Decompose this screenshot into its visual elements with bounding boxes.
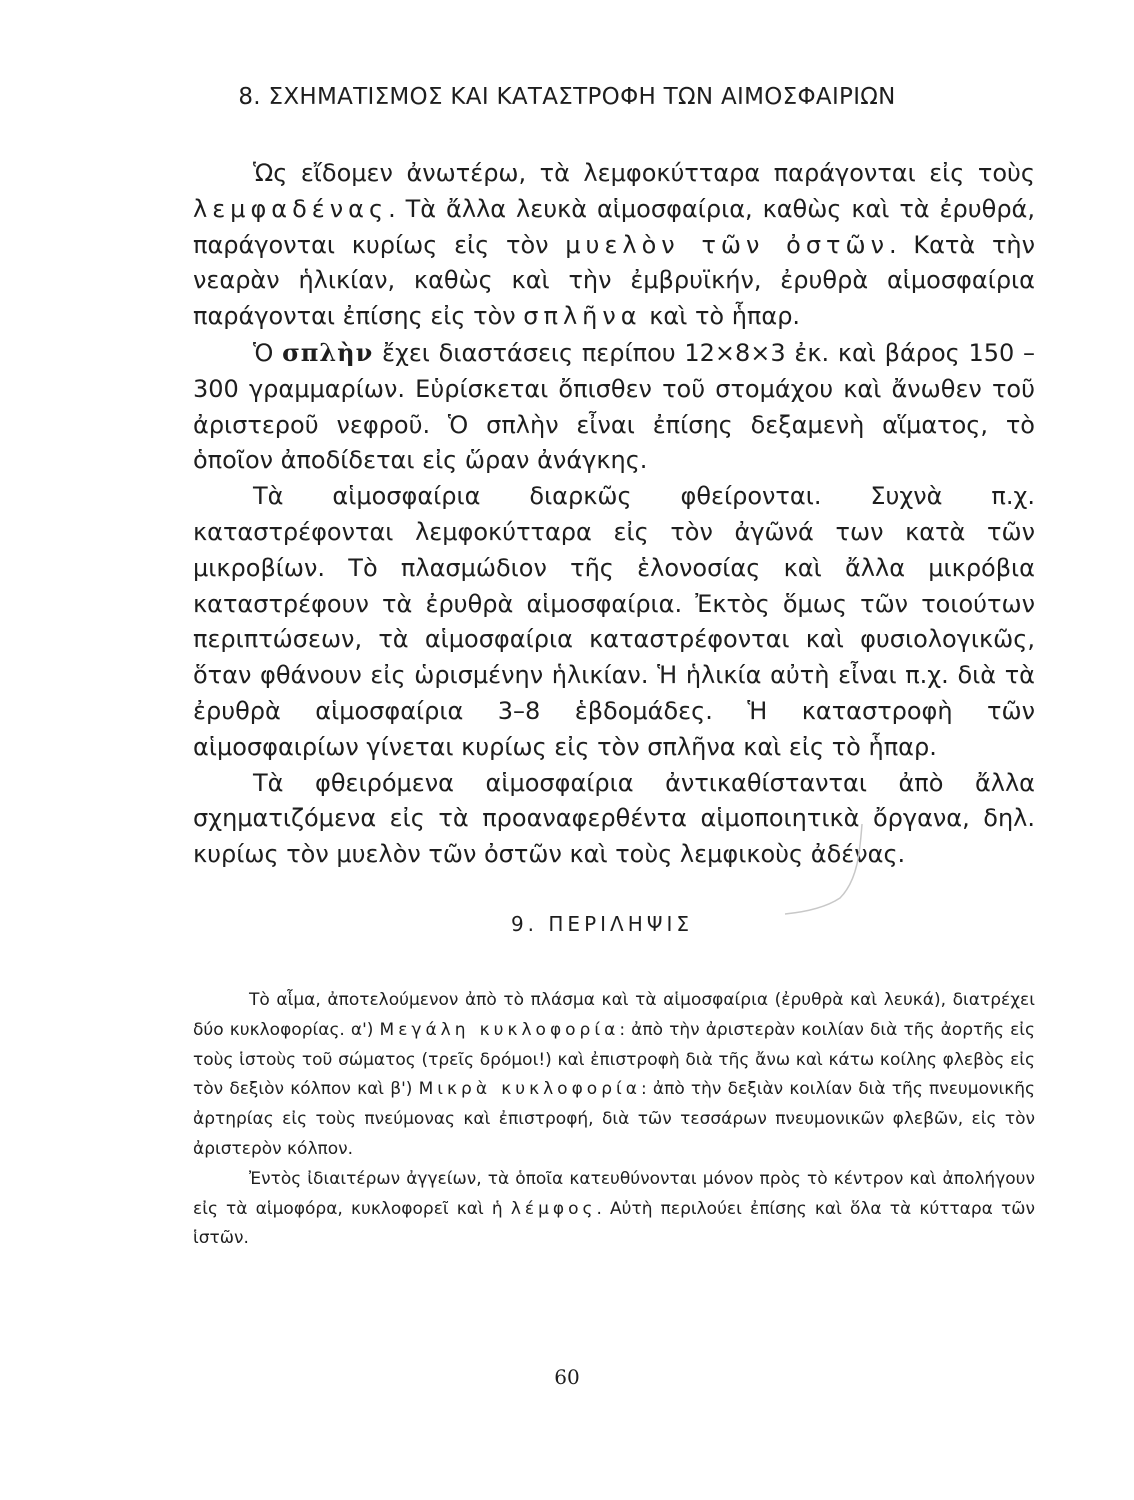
- text-run: . Τὰ ἄλλα λευκὰ αἱμοσφαίρια, καθὼς καὶ τὰ ἐρυθρά, παράγονται κυρίως εἰς τὸν: [193, 194, 1035, 259]
- text-run: : ἀπὸ τὴν δεξιὰν κοιλίαν διὰ τῆς πνευμονικῆς ἀρτηρίας εἰς τοὺς πνεύμονας καὶ ἐπιστροφή, διὰ τῶν τεσσάρων πνευμονικῶν φλεβῶν, εἰς τὸν ἀριστερὸν κόλπον.: [193, 1079, 1035, 1159]
- paragraph: [193, 156, 1035, 335]
- section-heading: 8. ΣΧΗΜΑΤΙΣΜΟΣ ΚΑΙ ΚΑΤΑΣΤΡΟΦΗ ΤΩΝ ΑΙΜΟΣΦΑΙΡΙΩΝ: [238, 84, 896, 110]
- bold-term: σπλὴν: [282, 337, 374, 367]
- page-number: 60: [554, 1365, 580, 1389]
- text-run: ἔχει διαστάσεις περίπου 12×8×3 ἐκ. καὶ βάρος 150 –300 γραμμαρίων. Εὑρίσκεται ὄπισθεν τοῦ στομάχου καὶ ἄνωθεν τοῦ ἀριστεροῦ νεφροῦ. Ὁ σπλὴν εἶναι ἐπίσης δεξαμενὴ αἵματος, τὸ ὁποῖον ἀποδίδεται εἰς ὥραν ἀνάγκης.: [193, 338, 1036, 475]
- paragraph: [193, 986, 1035, 1165]
- emphasized-term: λέμφος: [510, 1198, 597, 1219]
- paragraph: [193, 1165, 1035, 1254]
- paragraph: [193, 335, 1035, 479]
- emphasized-term: Μικρὰ κυκλοφορία: [418, 1079, 641, 1100]
- paragraph: Τὰ αἱμοσφαίρια διαρκῶς φθείρονται. Συχνὰ π.χ. καταστρέφονται λεμφοκύτταρα εἰς τὸν ἀγῶνά των κατὰ τῶν μικροβίων. Τὸ πλασμώδιον τῆς ἑλονοσίας καὶ ἄλλα μικρόβια καταστρέφουν τὰ ἐρυθρὰ αἱμοσφαίρια. Ἐκτὸς ὅμως τῶν τοιούτων περιπτώσεων, τὰ αἱμοσφαίρια καταστρέφονται καὶ φυσιολογικῶς, ὅταν φθάνουν εἰς ὡρισμένην ἡλικίαν. Ἡ ἡλικία αὐτὴ εἶναι π.χ. διὰ τὰ ἐρυθρὰ αἱμοσφαίρια 3–8 ἑβδομάδες. Ἡ καταστροφὴ τῶν αἱμοσφαιρίων γίνεται κυρίως εἰς τὸν σπλῆνα καὶ εἰς τὸ ἧπαρ.: [193, 482, 1035, 761]
- text-run: καὶ τὸ ἧπαρ.: [641, 302, 801, 331]
- emphasized-term: μυελὸν τῶν ὀστῶν: [565, 230, 889, 259]
- text-run: . Αὐτὴ περιλούει ἐπίσης καὶ ὅλα τὰ κύτταρα τῶν ἱστῶν.: [193, 1198, 1035, 1249]
- emphasized-term: Μεγάλη κυκλοφορία: [379, 1019, 620, 1040]
- summary-heading: 9. ΠΕΡΙΛΗΨΙΣ: [510, 912, 694, 936]
- paragraph: Τὰ φθειρόμενα αἱμοσφαίρια ἀντικαθίστανται ἀπὸ ἄλλα σχηματιζόμενα εἰς τὰ προαναφερθέντα αἱμοποιητικὰ ὄργανα, δηλ. κυρίως τὸν μυελὸν τῶν ὀστῶν καὶ τοὺς λεμφικοὺς ἀδένας.: [193, 768, 1035, 869]
- text-run: Τὸ αἷμα, ἀποτελούμενον ἀπὸ τὸ πλάσμα καὶ τὰ αἱμοσφαίρια (ἐρυθρὰ καὶ λευκά), διατρέχει δύο κυκλοφορίας. α'): [193, 990, 1035, 1040]
- text-run: . Κατὰ τὴν νεαρὰν ἡλικίαν, καθὼς καὶ τὴν ἐμβρυϊκήν, ἐρυθρὰ αἱμοσφαίρια παράγονται ἐπίσης εἰς τὸν: [193, 230, 1036, 331]
- main-text: [193, 156, 1035, 873]
- emphasized-term: λεμφαδένας: [193, 194, 389, 223]
- text-run: : ἀπὸ τὴν ἀριστερὰν κοιλίαν διὰ τῆς ἀορτῆς εἰς τοὺς ἱστοὺς τοῦ σώματος (τρεῖς δρόμοι!) καὶ ἐπιστροφὴ διὰ τῆς ἄνω καὶ κάτω κοίλης φλεβὸς εἰς τὸν δεξιὸν κόλπον καὶ β'): [193, 1019, 1035, 1100]
- summary-text: [193, 986, 1035, 1254]
- emphasized-term: σπλῆνα: [523, 302, 642, 331]
- text-run: Ἐντὸς ἰδιαιτέρων ἀγγείων, τὰ ὁποῖα κατευθύνονται μόνον πρὸς τὸ κέντρον καὶ ἀπολήγουν εἰς τὰ αἱμοφόρα, κυκλοφορεῖ καὶ ἡ: [193, 1168, 1035, 1219]
- text-run: Ὡς εἴδομεν ἀνωτέρω, τὰ λεμφοκύτταρα παράγονται εἰς τοὺς: [253, 159, 1035, 187]
- pencil-mark-icon: [780, 820, 870, 920]
- text-run: Ὁ: [253, 338, 283, 367]
